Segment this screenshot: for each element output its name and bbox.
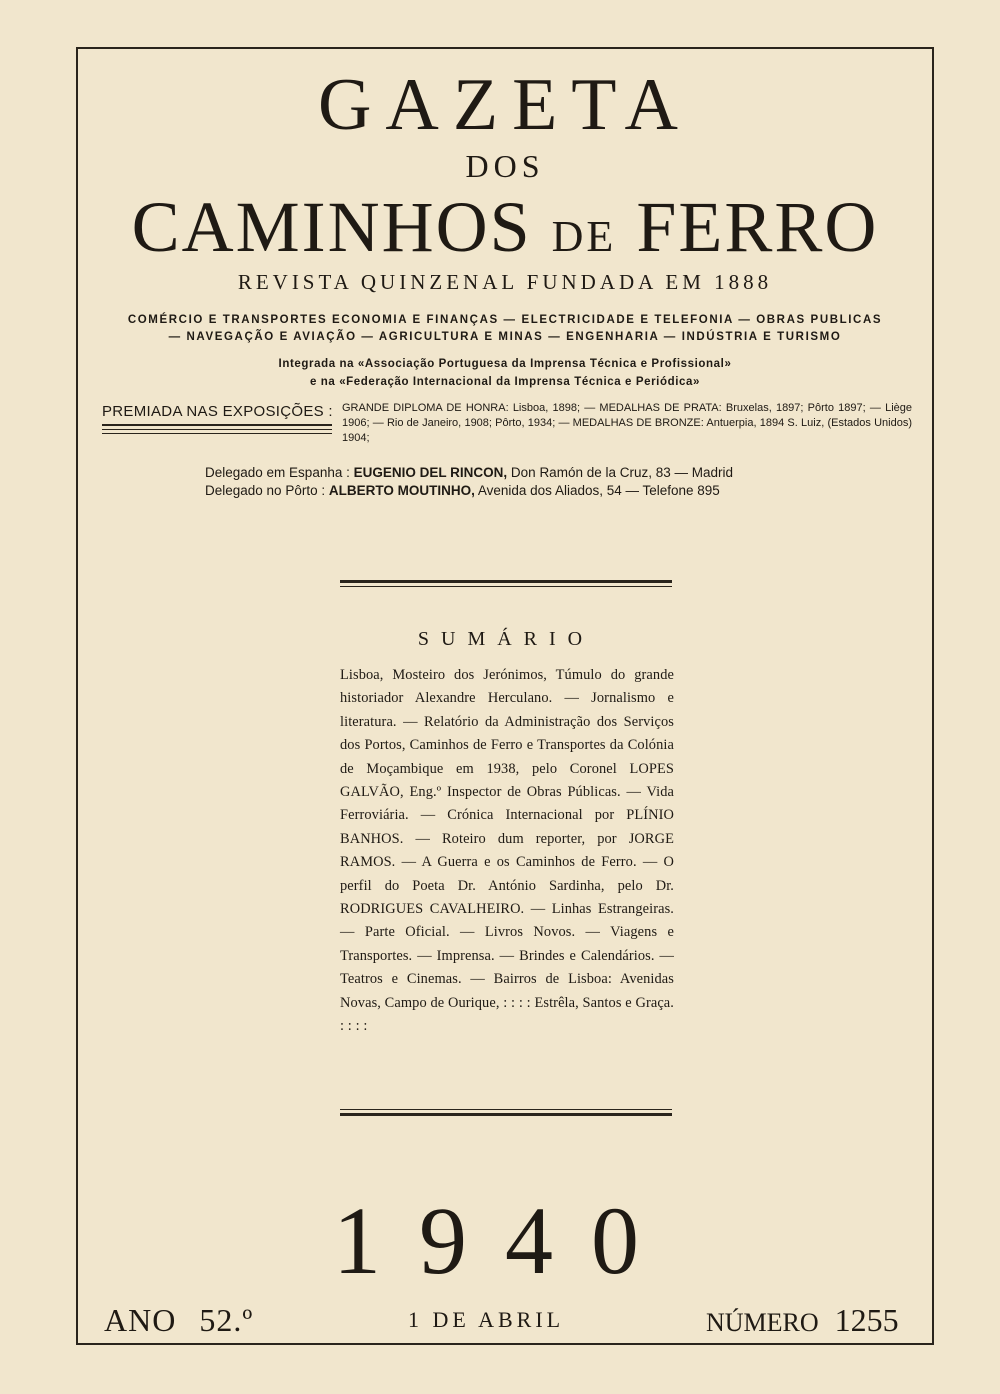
numero-value: 1255	[834, 1302, 899, 1338]
delegate-spain	[205, 464, 733, 482]
masthead-de: DE	[551, 212, 617, 261]
numero-label: NÚMERO	[706, 1308, 819, 1337]
delegate-porto	[205, 482, 720, 500]
delegate-spain-name: EUGENIO DEL RINCON,	[353, 465, 508, 480]
issue-year: 1940	[333, 1187, 677, 1294]
delegate-porto-address: Avenida dos Aliados, 54 — Telefone 895	[477, 483, 720, 498]
issue-ano	[104, 1302, 253, 1338]
awards-label: PREMIADA NAS EXPOSIÇÕES :	[102, 403, 333, 420]
delegate-porto-name: ALBERTO MOUTINHO,	[328, 483, 475, 498]
sumario-bottom-rule	[340, 1109, 672, 1116]
topics-line-2: — NAVEGAÇÃO E AVIAÇÃO — AGRICULTURA E MINAS — ENGENHARIA — INDÚSTRIA E TURISMO	[168, 331, 842, 343]
masthead-caminhos: CAMINHOS	[131, 187, 532, 267]
masthead-title: GAZETA	[317, 64, 692, 146]
integration-line-1: Integrada na «Associação Portuguesa da Imprensa Técnica e Profissional»	[278, 358, 732, 370]
masthead-ferro: FERRO	[636, 187, 879, 267]
masthead-subtitle: REVISTA QUINZENAL FUNDADA EM 1888	[237, 270, 773, 294]
delegate-spain-address: Don Ramón de la Cruz, 83 — Madrid	[510, 465, 734, 480]
sumario-title: SUMÁRIO	[417, 628, 595, 650]
issue-date: 1 DE ABRIL	[408, 1307, 565, 1332]
sumario-body: Lisboa, Mosteiro dos Jerónimos, Túmulo do grande historiador Alexandre Herculano. — Jornalismo e literatura. — Relatório da Administração dos Serviços dos Portos, Caminhos de Ferro e Transportes da Colónia de Moçambique em 1938, pelo Coronel LOPES GALVÃO, Eng.º Inspector de Obras Públicas. — Vida Ferroviária. — Crónica Internacional por PLÍNIO BANHOS. — Roteiro dum reporter, por JORGE RAMOS. — A Guerra e os Caminhos de Ferro. — O perfil do Poeta Dr. António Sardinha, pelo Dr. RODRIGUES CAVALHEIRO. — Linhas Estrangeiras. — Parte Oficial. — Livros Novos. — Viagens e Transportes. — Imprensa. — Brindes e Calendários. — Teatros e Cinemas. — Bairros de Lisboa: Avenidas Novas, Campo de Ourique, : : : : Estrêla, Santos e Graça. : : : :	[340, 667, 674, 1035]
ano-value: 52.º	[199, 1302, 254, 1338]
awards-underline	[102, 424, 332, 437]
awards-text: GRANDE DIPLOMA DE HONRA: Lisboa, 1898; — MEDALHAS DE PRATA: Bruxelas, 1897; Pôrto 1897; — Liège 1906; — Rio de Janeiro, 1908; Pôrto, 1934; — MEDALHAS DE BRONZE: Antuerpia, 1894 S. Luiz, (Estados Unidos) 1904;	[342, 402, 912, 444]
masthead-dos: DOS	[465, 148, 545, 184]
integration-line-2: e na «Federação Internacional da Imprensa Técnica e Periódica»	[309, 376, 701, 388]
delegate-porto-prefix: Delegado no Pôrto :	[205, 483, 326, 498]
topics-line-1: COMÉRCIO E TRANSPORTES ECONOMIA E FINANÇAS — ELECTRICIDADE E TELEFONIA — OBRAS PUBLICAS	[127, 314, 883, 326]
ano-label: ANO	[104, 1302, 177, 1338]
masthead-caminhos-de-ferro	[76, 187, 934, 274]
sumario-top-rule	[340, 580, 672, 587]
delegate-spain-prefix: Delegado em Espanha :	[205, 465, 350, 480]
issue-numero	[706, 1302, 899, 1341]
